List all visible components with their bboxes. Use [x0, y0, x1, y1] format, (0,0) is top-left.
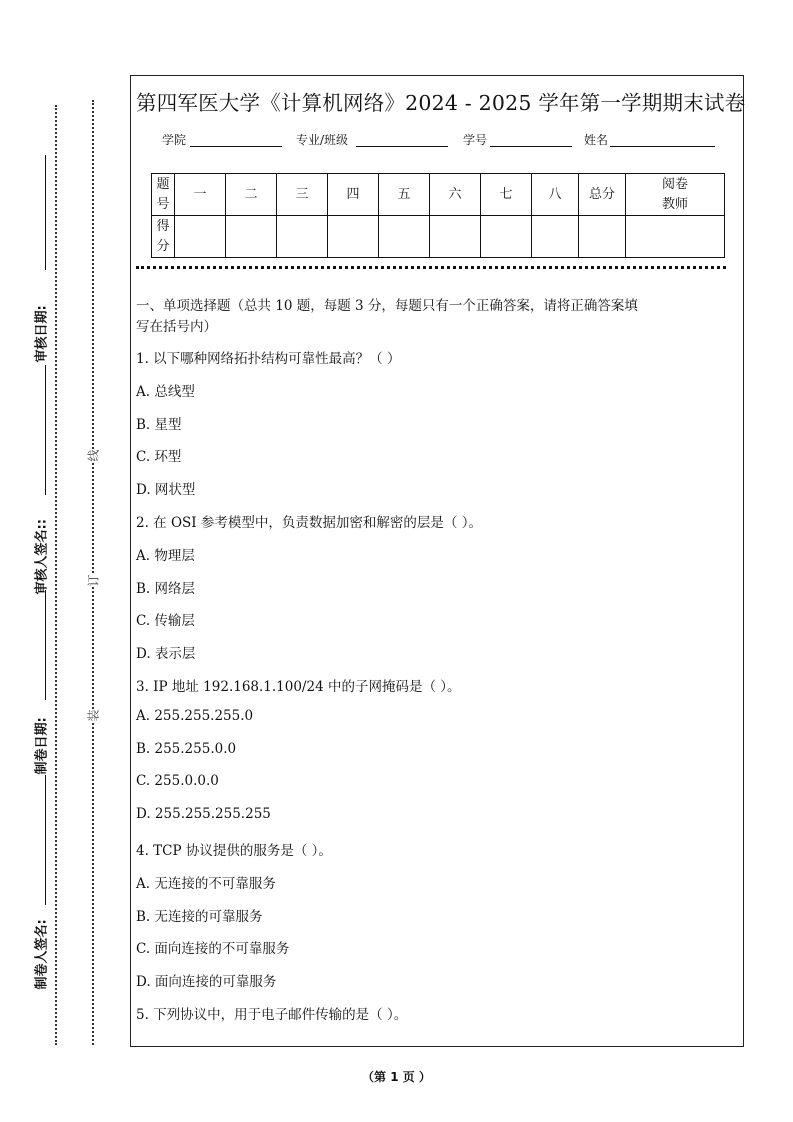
col-header: 七: [481, 174, 532, 216]
row-label: 得 分: [152, 216, 175, 258]
question-stem: 5. 下列协议中，用于电子邮件传输的是（ ）。: [136, 1007, 408, 1023]
col-header: 三: [277, 174, 328, 216]
cut-mark-line: 线: [86, 449, 101, 462]
review-date-line: [45, 155, 46, 270]
major-class-field[interactable]: [356, 146, 448, 147]
score-cell[interactable]: [626, 216, 725, 258]
maker-sign-line: [45, 775, 46, 905]
student-id-field[interactable]: [490, 146, 572, 147]
binding-dotted-line: [55, 105, 57, 1045]
make-date-label: 制卷日期:: [34, 717, 50, 775]
reviewer-sign-line: [45, 365, 46, 495]
cut-mark-install: 装: [86, 709, 101, 722]
cut-dotted-line: [92, 100, 94, 1045]
answer-option: D. 表示层: [136, 646, 196, 663]
maker-sign-label: 制卷人签名:: [34, 919, 50, 990]
score-cell[interactable]: [579, 216, 626, 258]
answer-option: C. 传输层: [136, 613, 195, 630]
col-header: 阅卷 教师: [626, 174, 725, 216]
question-stem: 2. 在 OSI 参考模型中，负责数据加密和解密的层是（ ）。: [136, 515, 482, 531]
score-cell[interactable]: [532, 216, 579, 258]
student-id-label: 学号: [463, 133, 488, 147]
name-label: 姓名: [584, 133, 609, 147]
answer-option: B. 255.255.0.0: [136, 740, 237, 757]
section-title: 一、单项选择题（总共 10 题，每题 3 分，每题只有一个正确答案，请将正确答案填: [136, 298, 638, 314]
question-stem: 3. IP 地址 192.168.1.100/24 中的子网掩码是（ ）。: [136, 679, 461, 695]
col-header: 四: [328, 174, 379, 216]
name-field[interactable]: [610, 146, 715, 147]
answer-option: A. 总线型: [136, 383, 195, 400]
answer-option: C. 255.0.0.0: [136, 773, 219, 790]
col-header: 六: [430, 174, 481, 216]
answer-option: B. 网络层: [136, 580, 196, 597]
answer-option: D. 网状型: [136, 482, 196, 499]
college-field[interactable]: [190, 146, 282, 147]
question-number-row: [152, 174, 725, 216]
answer-option: A. 无连接的不可靠服务: [136, 875, 276, 892]
col-header: 总分: [579, 174, 626, 216]
reviewer-sign-label: 审核人签名::: [34, 519, 50, 595]
question-stem: 4. TCP 协议提供的服务是（ ）。: [136, 843, 332, 859]
score-cell[interactable]: [226, 216, 277, 258]
col-header: 二: [226, 174, 277, 216]
separator-dotted-line: [136, 266, 726, 269]
score-cell[interactable]: [175, 216, 226, 258]
review-date-label: 审核日期:: [34, 305, 50, 363]
score-cell[interactable]: [481, 216, 532, 258]
col-header: 五: [379, 174, 430, 216]
exam-title: 第四军医大学《计算机网络》2024 - 2025 学年第一学期期末试卷: [136, 91, 746, 115]
score-row: [152, 216, 725, 258]
cut-mark-bind: 订: [86, 574, 101, 587]
major-class-label: 专业/班级: [296, 133, 349, 147]
answer-option: D. 255.255.255.255: [136, 806, 271, 823]
row-label: 题 号: [152, 174, 175, 216]
score-table: [151, 173, 725, 258]
score-cell[interactable]: [277, 216, 328, 258]
answer-option: D. 面向连接的可靠服务: [136, 974, 277, 991]
score-cell[interactable]: [379, 216, 430, 258]
question-stem: 1. 以下哪种网络拓扑结构可靠性最高？（ ）: [136, 351, 401, 367]
answer-option: B. 无连接的可靠服务: [136, 908, 263, 925]
answer-option: C. 环型: [136, 449, 182, 466]
page-number: （第 1 页 ）: [362, 1070, 431, 1084]
score-cell[interactable]: [328, 216, 379, 258]
make-date-line: [45, 590, 46, 700]
section-title-cont: 写在括号内）: [136, 319, 217, 335]
answer-option: C. 面向连接的不可靠服务: [136, 941, 290, 958]
answer-option: A. 255.255.255.0: [136, 707, 254, 724]
college-label: 学院: [162, 133, 187, 147]
col-header: 一: [175, 174, 226, 216]
answer-option: B. 星型: [136, 416, 182, 433]
answer-option: A. 物理层: [136, 547, 195, 564]
score-cell[interactable]: [430, 216, 481, 258]
col-header: 八: [532, 174, 579, 216]
